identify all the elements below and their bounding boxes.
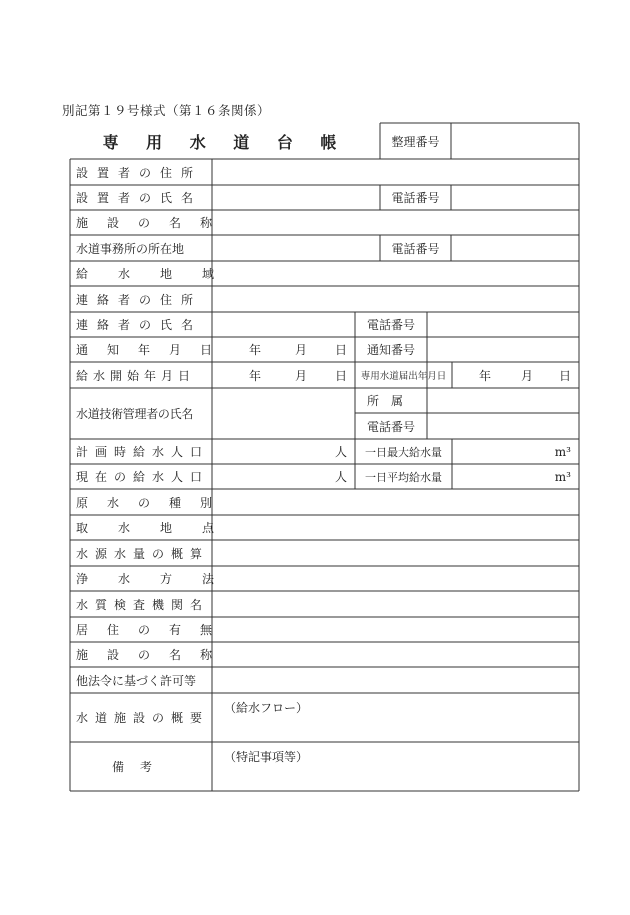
jimusho-shozaichi-label [70, 235, 210, 261]
shisetsu-meisho2-field[interactable] [212, 642, 579, 667]
label-text: 施設の名称 [76, 216, 232, 230]
label-text: 通知年月日 [76, 343, 232, 357]
kyusui-kaishi-field[interactable] [212, 362, 355, 388]
label-text: 給水地域 [76, 267, 245, 281]
jimusho-shozaichi-field[interactable] [212, 235, 380, 261]
tsuki-text: 月 [520, 368, 533, 383]
shisetsu-meisho-field[interactable] [212, 210, 579, 235]
label-text: 他法令に基づく許可等 [76, 673, 197, 688]
max-kyusui-field[interactable] [452, 439, 579, 464]
hi-text: 日 [334, 368, 347, 383]
renrakusha-shimei-label [70, 312, 210, 337]
label-text: 浄水方法 [76, 572, 245, 586]
tokki-jiko-note: （特記事項等） [224, 750, 309, 764]
genzai-jinko-field[interactable] [212, 464, 355, 489]
kanrisha-denwa-field[interactable] [427, 413, 579, 439]
label-text: 連絡者の住所 [76, 292, 203, 307]
kyusui-chiiki-label [70, 261, 245, 286]
todokede-date-label: 専用水道届出年月日 [360, 371, 447, 382]
hi-text: 日 [334, 343, 347, 357]
kyusui-kaishi-label [70, 362, 210, 388]
tahorei-field[interactable] [212, 667, 579, 693]
keikaku-jinko-field[interactable] [212, 439, 355, 464]
tahorei-label [70, 667, 210, 693]
kyoju-umu-label [70, 617, 232, 642]
todokede-date-field[interactable] [452, 362, 579, 388]
label-text: 施設の名称 [76, 648, 232, 662]
suigen-gaisan-label [70, 540, 210, 566]
hi-text: 日 [558, 368, 571, 383]
tsuchi-date-label [70, 337, 232, 362]
label-text: 現在の給水人口 [76, 470, 210, 484]
gijutsu-kanrisha-label [70, 388, 210, 439]
shusui-chiten-label [70, 515, 245, 540]
label-text: 設置者の住所 [76, 165, 203, 180]
setchisha-shimei-field[interactable] [212, 185, 380, 210]
genzai-jinko-label [70, 464, 210, 489]
biko-label [70, 742, 210, 791]
avg-kyusui-label: 一日平均給水量 [365, 470, 442, 484]
setchisha-jusho-field[interactable] [212, 159, 579, 185]
label-text: 連絡者の氏名 [76, 318, 203, 332]
keikaku-jinko-label [70, 439, 210, 464]
label-text: 水質検査機関名 [76, 597, 210, 612]
tsuki-text: 月 [294, 343, 307, 357]
label-text: 原水の種別 [76, 495, 232, 510]
tsuchi-bango-label: 通知番号 [366, 343, 415, 357]
renrakusha-jusho-field[interactable] [212, 286, 579, 312]
renrakusha-denwa-field[interactable] [427, 312, 579, 337]
label-text: 取水地点 [76, 521, 245, 535]
denwa-bango-label: 電話番号 [391, 191, 440, 205]
kyoju-umu-field[interactable] [212, 617, 579, 642]
m3-text: m³ [554, 444, 571, 459]
label-text: 水道事務所の所在地 [76, 241, 185, 256]
josui-hoho-label [70, 566, 245, 591]
kensa-kikan-field[interactable] [212, 591, 579, 617]
renrakusha-jusho-label [70, 286, 210, 312]
shozoku-label: 所属 [366, 394, 415, 408]
label-text: 水道技術管理者の氏名 [76, 407, 194, 421]
avg-kyusui-field[interactable] [452, 464, 579, 489]
biko-field[interactable] [212, 742, 579, 791]
label-text: 水源水量の概算 [76, 546, 210, 561]
denwa-bango-field[interactable] [451, 185, 579, 210]
label-text: 設置者の氏名 [76, 191, 203, 205]
shisetsu-meisho-label [70, 210, 232, 235]
josui-hoho-field[interactable] [212, 566, 579, 591]
max-kyusui-label: 一日最大給水量 [365, 445, 442, 459]
seiri-bango-field[interactable] [451, 123, 579, 159]
label-text: 居住の有無 [76, 623, 232, 637]
nen-text: 年 [248, 343, 261, 357]
kanrisha-denwa-label: 電話番号 [366, 419, 415, 434]
shisetsu-gaiyo-label [70, 693, 210, 742]
shisetsu-meisho2-label [70, 642, 232, 667]
nin-text: 人 [334, 445, 347, 459]
form-title: 専 用 水 道 台 帳 [102, 132, 348, 152]
jimusho-denwa-label: 電話番号 [391, 241, 440, 256]
gensui-shubetsu-label [70, 489, 232, 515]
label-text: 給水開始年月日 [76, 368, 196, 383]
renrakusha-shimei-field[interactable] [212, 312, 355, 337]
nen-text: 年 [248, 368, 261, 383]
kyusui-flow-note: （給水フロー） [224, 701, 309, 715]
setchisha-jusho-label [70, 159, 210, 185]
m3-text: m³ [554, 469, 571, 484]
gijutsu-kanrisha-field[interactable] [212, 388, 355, 439]
gensui-shubetsu-field[interactable] [212, 489, 579, 515]
label-text: 計画時給水人口 [76, 445, 210, 459]
kyusui-chiiki-field[interactable] [212, 261, 579, 286]
tsuki-text: 月 [294, 368, 307, 383]
seiri-bango-label: 整理番号 [391, 134, 440, 149]
shusui-chiten-field[interactable] [212, 515, 579, 540]
jimusho-denwa-field[interactable] [451, 235, 579, 261]
label-text: 備考 [111, 760, 168, 774]
nen-text: 年 [478, 368, 491, 383]
nin-text: 人 [334, 470, 347, 484]
suigen-gaisan-field[interactable] [212, 540, 579, 566]
renrakusha-denwa-label: 電話番号 [366, 318, 415, 332]
shozoku-field[interactable] [427, 388, 579, 413]
shisetsu-gaiyo-field[interactable] [212, 693, 579, 742]
tsuchi-bango-field[interactable] [427, 337, 579, 362]
tsuchi-date-field[interactable] [212, 337, 355, 362]
form-caption: 別記第１９号様式（第１６条関係） [62, 103, 271, 118]
label-text: 水道施設の概要 [76, 711, 210, 725]
kensa-kikan-label [70, 591, 210, 617]
setchisha-shimei-label [70, 185, 210, 210]
